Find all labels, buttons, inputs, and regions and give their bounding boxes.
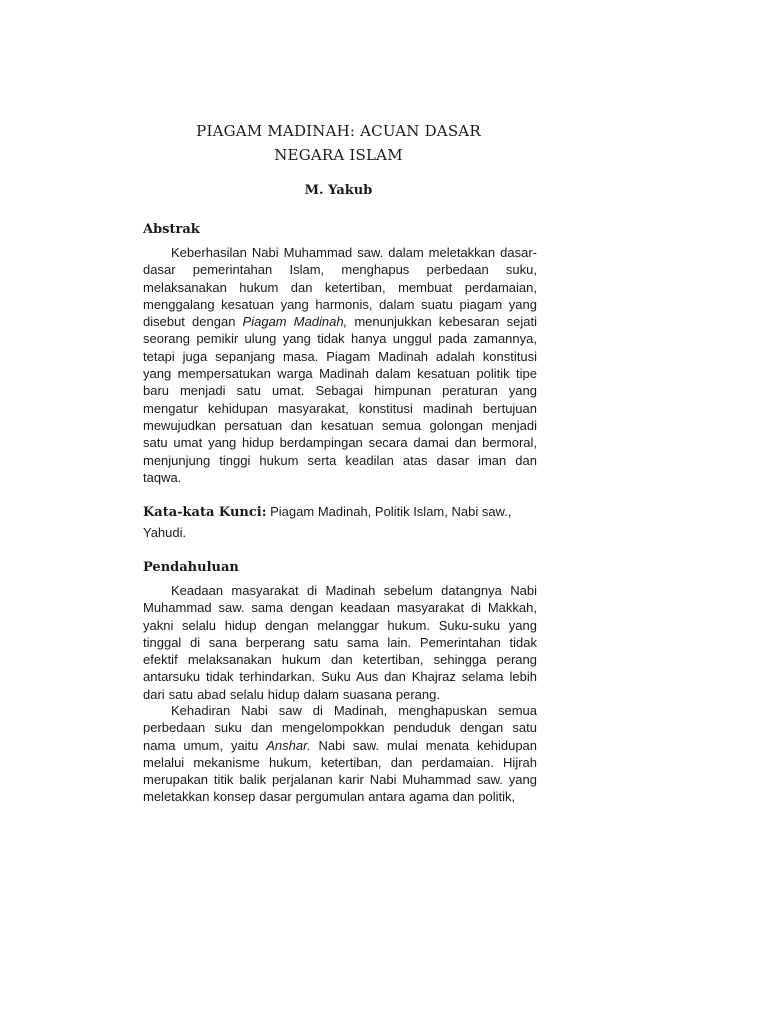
keywords-text: Piagam Madinah, Politik Islam, Nabi saw., Yahudi. (143, 504, 512, 540)
abstract-text-part-2: menunjukkan kebesaran sejati seorang pemikir ulung yang tidak hanya unggul pada zamannya, tetapi juga sepanjang masa. Piagam Madinah adalah konstitusi yang mempersatukan warga Madinah dalam kesatuan politik tipe baru menjadi satu umat. Sebagai himpunan peraturan yang mengatur kehidupan masyarakat, konstitusi madinah bertujuan mewujudkan persatuan dan kesatuan semua golongan menjadi satu umat yang hidup berdampingan secara damai dan bermoral, menjunjung tinggi hukum serta keadilan atas dasar iman dan taqwa. (143, 314, 537, 485)
introduction-paragraph-1: Keadaan masyarakat di Madinah sebelum datangnya Nabi Muhammad saw. sama dengan keadaan masyarakat di Makkah, yakni selalu hidup dengan melanggar hukum. Suku-suku yang tinggal di sana berperang satu sama lain. Pemerintahan tidak efektif melaksanakan hukum dan ketertiban, sehingga perang antarsuku tidak terhindarkan. Suku Aus dan Khajraz selama lebih dari satu abad selalu hidup dalam suasana perang. (143, 583, 537, 702)
introduction-p2-part-1: Kehadiran Nabi saw di Madinah, menghapuskan semua perbedaan suku dan mengelompokkan penduduk dengan satu nama umum, yaitu (143, 703, 537, 753)
introduction-p2-part-2: Nabi saw. mulai menata kehidupan melalui mekanisme hukum, ketertiban, dan perdamaian. Hijrah merupakan titik balik perjalanan karir Nabi Muhammad saw. yang meletakkan konsep dasar pergumulan antara agama dan politik, (143, 737, 538, 805)
abstract-heading: Abstrak (143, 222, 200, 237)
introduction-paragraph-2 (143, 702, 537, 806)
abstract-text-part-1: Keberhasilan Nabi Muhammad saw. dalam meletakkan dasar-dasar pemerintahan Islam, menghapus perbedaan suku, melaksanakan hukum dan ketertiban, membuat perdamaian, menggalang kesatuan yang harmonis, dalam suatu piagam yang disebut dengan (143, 245, 537, 330)
keywords (143, 502, 537, 543)
article-author: M. Yakub (304, 183, 373, 198)
introduction-heading: Pendahuluan (143, 560, 239, 575)
introduction-p2-italic-term: Anshar. (266, 737, 311, 753)
article-title-line-2: NEGARA ISLAM (274, 146, 403, 164)
abstract-italic-term: Piagam Madinah, (242, 314, 348, 330)
article-title (140, 119, 537, 167)
article-title-line-1: PIAGAM MADINAH: ACUAN DASAR (196, 122, 481, 140)
abstract-paragraph (143, 244, 537, 486)
keywords-label: Kata-kata Kunci: (143, 505, 267, 520)
